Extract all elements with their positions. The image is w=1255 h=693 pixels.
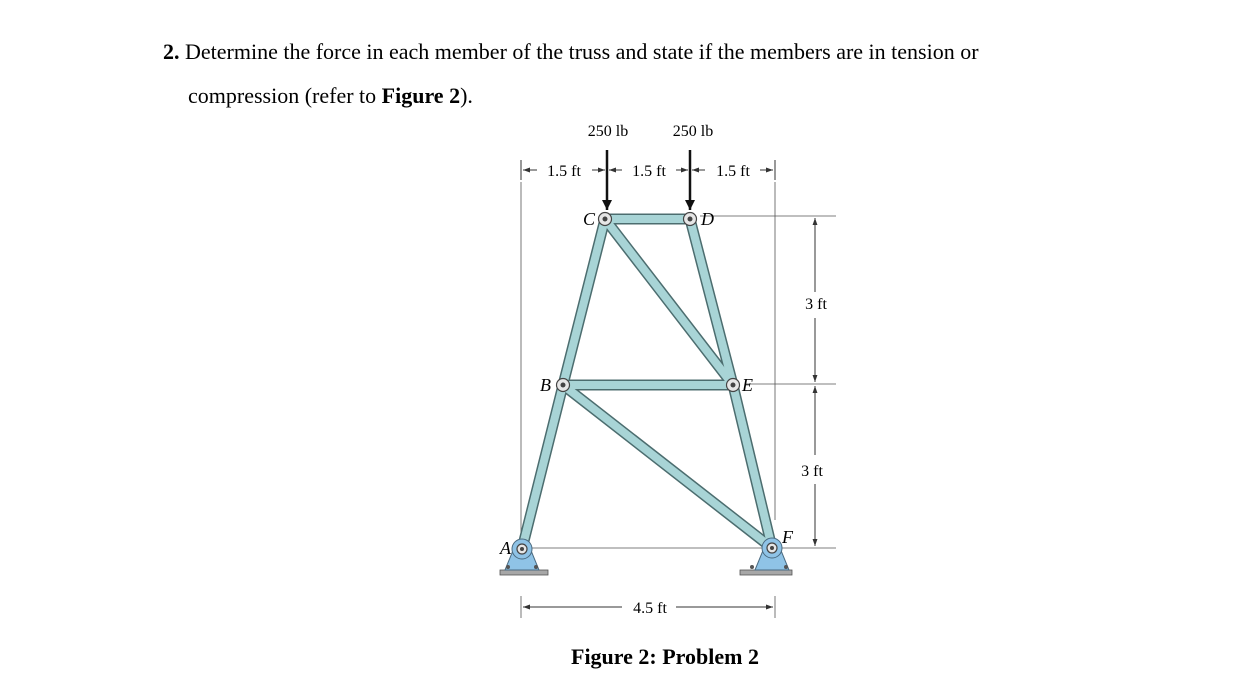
figure-caption: Figure 2: Problem 2 (571, 644, 759, 669)
dim-label-h2: 1.5 ft (632, 163, 666, 180)
load-label-d: 250 lb (672, 123, 714, 140)
dim-label-v2: 3 ft (801, 463, 823, 480)
joint-label-a: A (500, 538, 511, 558)
extension-lines (521, 182, 836, 618)
problem-text-a: Determine the force in each member of the truss and state if the members are in tension or (179, 39, 979, 64)
dim-label-base: 4.5 ft (633, 600, 667, 617)
joint-label-f: F (782, 527, 793, 547)
joint-label-d: D (701, 209, 714, 229)
joint-label-c: C (583, 209, 596, 229)
joint-label-e: E (742, 375, 753, 395)
problem-text-b: compression (refer to (188, 83, 382, 108)
joint-label-b: B (540, 375, 551, 395)
problem-text-c: ). (460, 83, 473, 108)
dim-label-h3: 1.5 ft (716, 163, 750, 180)
dim-label-h1: 1.5 ft (547, 163, 581, 180)
figure-reference: Figure 2 (381, 83, 461, 108)
dim-label-v1: 3 ft (805, 296, 827, 313)
load-label-c: 250 lb (587, 123, 629, 140)
problem-number: 2. (163, 39, 180, 64)
